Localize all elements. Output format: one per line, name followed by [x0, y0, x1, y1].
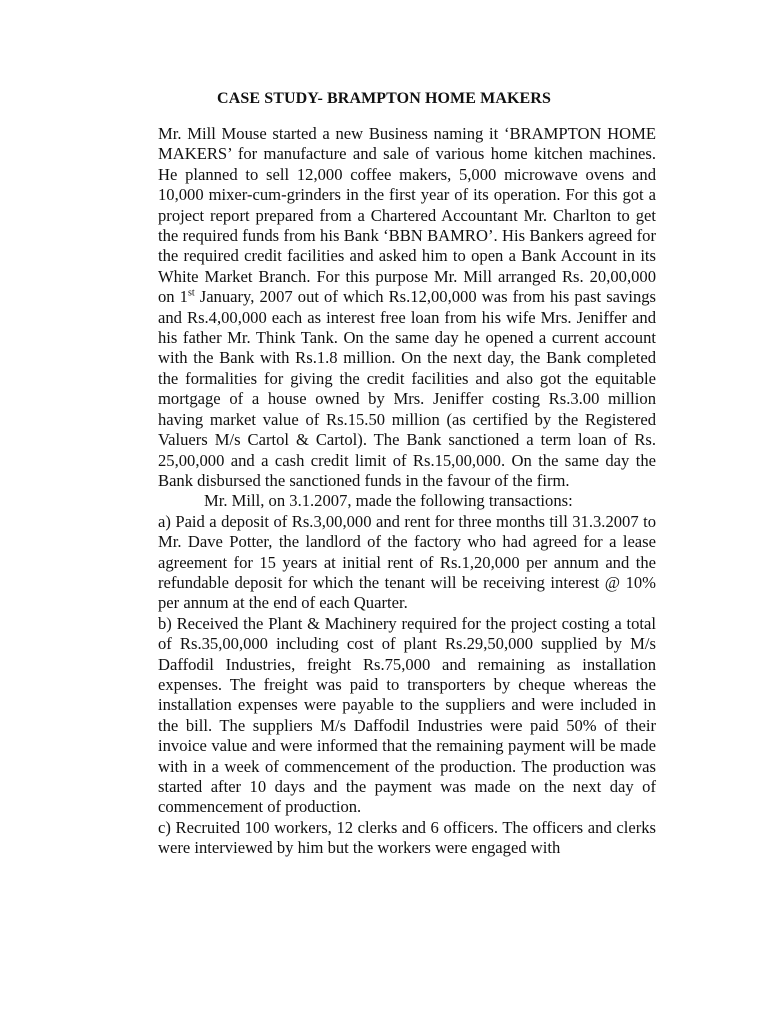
paragraph-intro-part1: Mr. Mill Mouse started a new Business naming it ‘BRAMPTON HOME MAKERS’ for manufacture and sale of various home kitchen machines. He planned to sell 12,000 coffee makers, 5,000 microwave ovens and 10,000 mixer-cum-grinders in the first year of its operation. For this got a project report prepared from a Chartered Accountant Mr. Charlton to get the required funds from his Bank ‘BBN BAMRO’. His Bankers agreed for the required credit facilities and asked him to open a Bank Account in its White Market Branch. For this purpose Mr. Mill arranged Rs. 20,00,000 on 1	[158, 124, 656, 307]
document-body	[158, 124, 656, 859]
list-item-b: b) Received the Plant & Machinery required for the project costing a total of Rs.35,00,000 including cost of plant Rs.29,50,000 supplied by M/s Daffodil Industries, freight Rs.75,000 and remaining as installation expenses. The freight was paid to transporters by cheque whereas the installation expenses were payable to the suppliers and were included in the bill. The suppliers M/s Daffodil Industries were paid 50% of their invoice value and were informed that the remaining payment will be made with in a week of commencement of the production. The production was started after 10 days and the payment was made on the next day of commencement of production.	[158, 613, 656, 817]
paragraph-transactions-intro: Mr. Mill, on 3.1.2007, made the following transactions:	[204, 491, 573, 511]
paragraph-intro	[158, 124, 656, 491]
ordinal-superscript: st	[187, 287, 195, 299]
list-item-a: a) Paid a deposit of Rs.3,00,000 and rent for three months till 31.3.2007 to Mr. Dave Potter, the landlord of the factory who had agreed for a lease agreement for 15 years at initial rent of Rs.1,20,000 per annum and the refundable deposit for which the tenant will be receiving interest @ 10% per annum at the end of each Quarter.	[158, 511, 656, 613]
page-title: CASE STUDY- BRAMPTON HOME MAKERS	[217, 90, 551, 107]
list-item-c: c) Recruited 100 workers, 12 clerks and 6 officers. The officers and clerks were interviewed by him but the workers were engaged with	[158, 817, 656, 858]
paragraph-intro-part2: January, 2007 out of which Rs.12,00,000 was from his past savings and Rs.4,00,000 each as interest free loan from his wife Mrs. Jeniffer and his father Mr. Think Tank. On the same day he opened a current account with the Bank with Rs.1.8 million. On the next day, the Bank completed the formalities for giving the credit facilities and also got the equitable mortgage of a house owned by Mrs. Jeniffer costing Rs.3.00 million having market value of Rs.15.50 million (as certified by the Registered Valuers M/s Cartol & Cartol). The Bank sanctioned a term loan of Rs. 25,00,000 and a cash credit limit of Rs.15,00,000. On the same day the Bank disbursed the sanctioned funds in the favour of the firm.	[158, 287, 657, 490]
